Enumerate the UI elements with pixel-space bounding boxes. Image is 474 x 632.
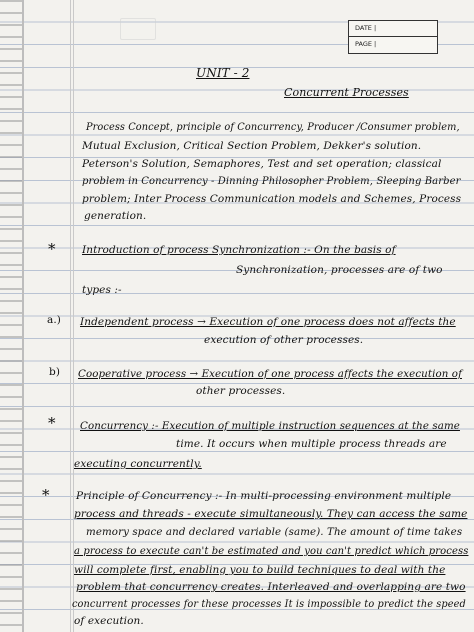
page-subtitle: Concurrent Processes xyxy=(284,86,409,99)
section-line: types :- xyxy=(82,284,122,296)
faint-stamp xyxy=(120,18,156,40)
section-line: concurrent processes for these processes It is impossible to predict the speed xyxy=(72,599,466,610)
section-marker: a.) xyxy=(47,314,61,326)
margin-line xyxy=(70,0,71,632)
section-marker: b) xyxy=(49,366,61,378)
page-title: UNIT - 2 xyxy=(196,66,250,80)
date-label: DATE | xyxy=(355,24,377,32)
section-line: process and threads - execute simultaneously. They can access the same xyxy=(74,508,468,520)
section-line: execution of other processes. xyxy=(204,334,364,346)
section-line: Independent process → Execution of one process does not affects the xyxy=(80,316,456,328)
section-marker: * xyxy=(42,486,50,504)
section-line: Synchronization, processes are of two xyxy=(236,264,443,276)
date-page-box xyxy=(348,20,438,54)
section-line: problem that concurrency creates. Interleaved and overlapping are two xyxy=(76,581,466,593)
section-marker: * xyxy=(48,240,56,258)
section-line: of execution. xyxy=(74,615,144,627)
section-line: Principle of Concurrency :- In multi-processing environment multiple xyxy=(76,490,452,502)
syllabus-line: generation. xyxy=(84,210,147,222)
syllabus-line: Process Concept, principle of Concurrency, Producer /Consumer problem, xyxy=(86,122,460,133)
syllabus-line: Peterson's Solution, Semaphores, Test and set operation; classical xyxy=(82,158,442,170)
section-line: other processes. xyxy=(196,385,286,397)
spiral-binding xyxy=(0,0,22,632)
margin-line-secondary xyxy=(73,0,74,632)
section-line: time. It occurs when multiple process threads are xyxy=(176,438,447,450)
syllabus-line: problem; Inter Process Communication models and Schemes, Process xyxy=(82,193,462,205)
syllabus-line: Mutual Exclusion, Critical Section Problem, Dekker's solution. xyxy=(82,140,422,152)
section-line: a process to execute can't be estimated and you can't predict which process xyxy=(74,546,469,557)
syllabus-line: problem in Concurrency - Dinning Philosopher Problem, Sleeping Barber xyxy=(82,176,461,187)
section-marker: * xyxy=(48,414,56,432)
section-line: executing concurrently. xyxy=(74,458,202,470)
binding-edge xyxy=(22,0,24,632)
section-line: Cooperative process → Execution of one process affects the execution of xyxy=(78,368,462,380)
section-line: Introduction of process Synchronization :- On the basis of xyxy=(82,244,396,256)
section-line: memory space and declared variable (same). The amount of time takes xyxy=(86,526,463,538)
section-line: Concurrency :- Execution of multiple instruction sequences at the same xyxy=(80,420,460,432)
page-label: PAGE | xyxy=(349,36,437,52)
section-line: will complete first, enabling you to build techniques to deal with the xyxy=(74,564,446,576)
